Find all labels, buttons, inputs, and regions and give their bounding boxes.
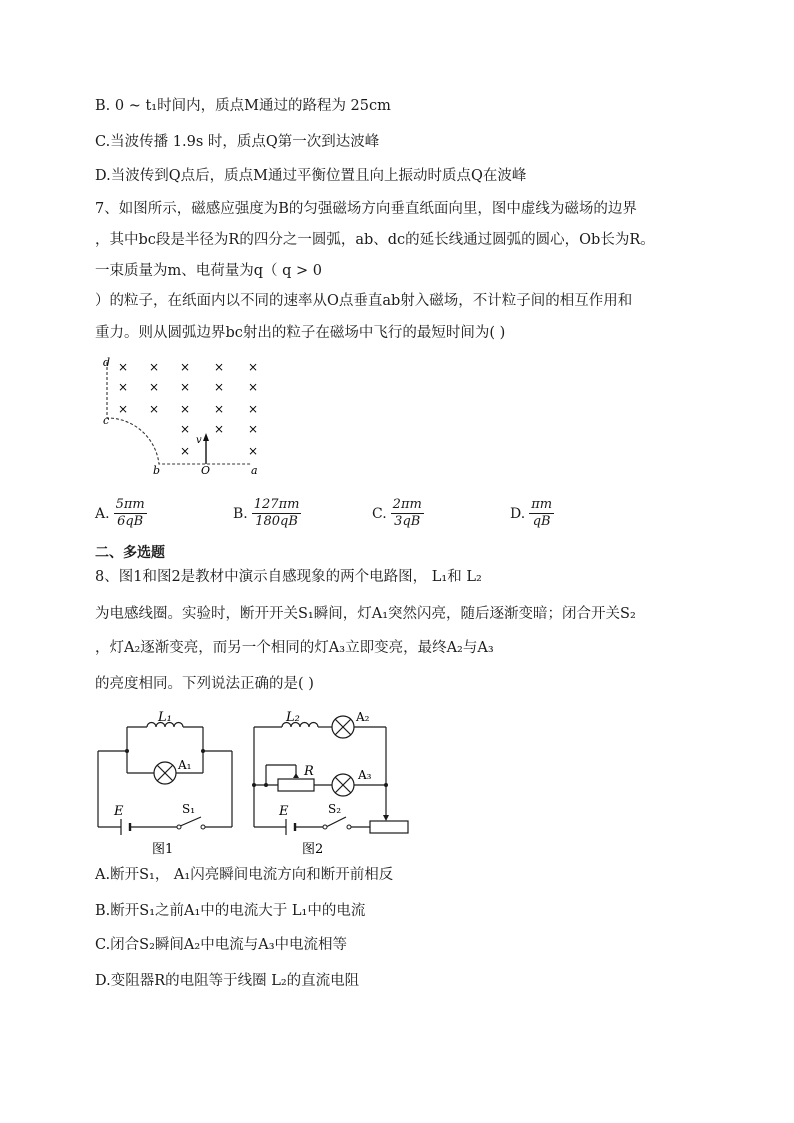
lamp-a2-label: A₂ <box>356 710 370 724</box>
numerator: 5πm <box>115 497 145 512</box>
q7-option-a-fraction <box>114 497 147 530</box>
denominator: 180qB <box>255 514 298 529</box>
field-cross-mark: × <box>248 380 259 394</box>
lamp-a1-label: A₁ <box>178 758 192 772</box>
circuit-figure-2 <box>246 703 416 861</box>
denominator: 6qB <box>117 514 144 529</box>
q6-option-c: C.当波传播 1.9s 时，质点Q第一次到达波峰 <box>95 134 380 150</box>
numerator: 2πm <box>392 497 422 512</box>
velocity-arrowhead <box>203 433 209 441</box>
q6-option-d: D.当波传到Q点后，质点M通过平衡位置且向上振动时质点Q在波峰 <box>95 168 527 184</box>
slide-rheostat <box>370 821 408 833</box>
field-cross-mark: × <box>149 380 160 394</box>
field-cross-mark: × <box>118 360 129 374</box>
rheostat-r-label: R <box>304 764 314 779</box>
inductor-l1-label: L₁ <box>158 710 172 725</box>
field-cross-mark: × <box>248 402 259 416</box>
switch-s2-label: S₂ <box>328 802 342 816</box>
field-cross-mark: × <box>180 360 191 374</box>
q8-stem-line3: ，灯A₂逐渐变亮，而另一个相同的灯A₃立即变亮，最终A₂与A₃ <box>95 640 494 656</box>
q7-stem-line3: 一束质量为m、电荷量为q（ q > 0 <box>95 263 323 279</box>
switch-s1-label: S₁ <box>182 802 196 816</box>
q7-stem-line4: ）的粒子，在纸面内以不同的速率从O点垂直ab射入磁场，不计粒子间的相互作用和 <box>95 293 633 309</box>
point-a-label: a <box>251 464 258 477</box>
magnetic-field-figure <box>95 350 275 480</box>
q7-stem-line2: ，其中bc段是半径为R的四分之一圆弧，ab、dc的延长线通过圆弧的圆心，Ob长为R。 <box>95 232 655 248</box>
lamp-a3-label: A₃ <box>358 768 372 782</box>
field-cross-mark: × <box>118 380 129 394</box>
point-c-label: c <box>103 414 110 427</box>
denominator: 3qB <box>394 514 421 529</box>
battery-e-label: E <box>114 804 124 819</box>
q7-option-b-label: B. <box>233 505 248 522</box>
figure-2-caption: 图2 <box>302 842 324 857</box>
q7-option-d-fraction <box>529 497 554 530</box>
q6-option-b: B. 0 ~ t₁时间内，质点M通过的路程为 25cm <box>95 98 391 114</box>
field-cross-mark: × <box>248 444 259 458</box>
field-cross-mark: × <box>180 444 191 458</box>
q8-option-d[interactable]: D.变阻器R的电阻等于线圈 L₂的直流电阻 <box>95 973 360 989</box>
inductor-l2-label: L₂ <box>286 710 300 725</box>
point-o-label: O <box>201 464 211 477</box>
q7-option-d-label: D. <box>510 505 526 522</box>
field-cross-mark: × <box>248 360 259 374</box>
point-b-label: b <box>153 464 161 477</box>
field-cross-mark: × <box>214 402 225 416</box>
field-cross-mark: × <box>214 422 225 436</box>
q8-stem-line2: 为电感线圈。实验时，断开开关S₁瞬间，灯A₁突然闪亮，随后逐渐变暗；闭合开关S₂ <box>95 606 636 622</box>
q8-option-a[interactable]: A.断开S₁， A₁闪亮瞬间电流方向和断开前相反 <box>95 867 394 883</box>
numerator: πm <box>531 497 553 512</box>
q7-option-d[interactable] <box>510 497 554 530</box>
figure-1-caption: 图1 <box>152 842 174 857</box>
field-cross-mark: × <box>248 422 259 436</box>
q7-option-b[interactable] <box>233 497 301 530</box>
q7-option-c-fraction <box>391 497 424 530</box>
q7-option-c[interactable] <box>372 497 424 530</box>
denominator: qB <box>532 514 551 529</box>
field-cross-mark: × <box>149 360 160 374</box>
q8-option-b[interactable]: B.断开S₁之前A₁中的电流大于 L₁中的电流 <box>95 903 366 919</box>
field-cross-mark: × <box>214 360 225 374</box>
numerator: 127πm <box>253 497 300 512</box>
q7-option-a[interactable] <box>95 497 147 530</box>
field-cross-mark: × <box>180 380 191 394</box>
rheostat-r <box>278 779 314 791</box>
q7-option-a-label: A. <box>95 505 110 522</box>
battery-e-label: E <box>279 804 289 819</box>
q8-stem-line4: 的亮度相同。下列说法正确的是( ) <box>95 676 314 692</box>
field-cross-mark: × <box>149 402 160 416</box>
circuit-figure-1 <box>92 703 242 861</box>
point-d-label: d <box>103 356 111 369</box>
field-cross-mark: × <box>118 402 129 416</box>
q8-option-c[interactable]: C.闭合S₂瞬间A₂中电流与A₃中电流相等 <box>95 937 348 953</box>
q7-option-b-fraction <box>252 497 302 530</box>
q7-stem-line5: 重力。则从圆弧边界bc射出的粒子在磁场中飞行的最短时间为( ) <box>95 325 506 341</box>
field-cross-mark: × <box>180 402 191 416</box>
q8-stem-line1: 8、图1和图2是教材中演示自感现象的两个电路图， L₁和 L₂ <box>95 569 482 585</box>
field-cross-mark: × <box>214 380 225 394</box>
field-cross-mark: × <box>180 422 191 436</box>
q7-stem-line1: 7、如图所示，磁感应强度为B的匀强磁场方向垂直纸面向里，图中虚线为磁场的边界 <box>95 201 637 217</box>
velocity-label: v <box>196 435 202 446</box>
section-heading-multiple-choice: 二、多选题 <box>95 545 165 561</box>
q7-option-c-label: C. <box>372 505 387 522</box>
